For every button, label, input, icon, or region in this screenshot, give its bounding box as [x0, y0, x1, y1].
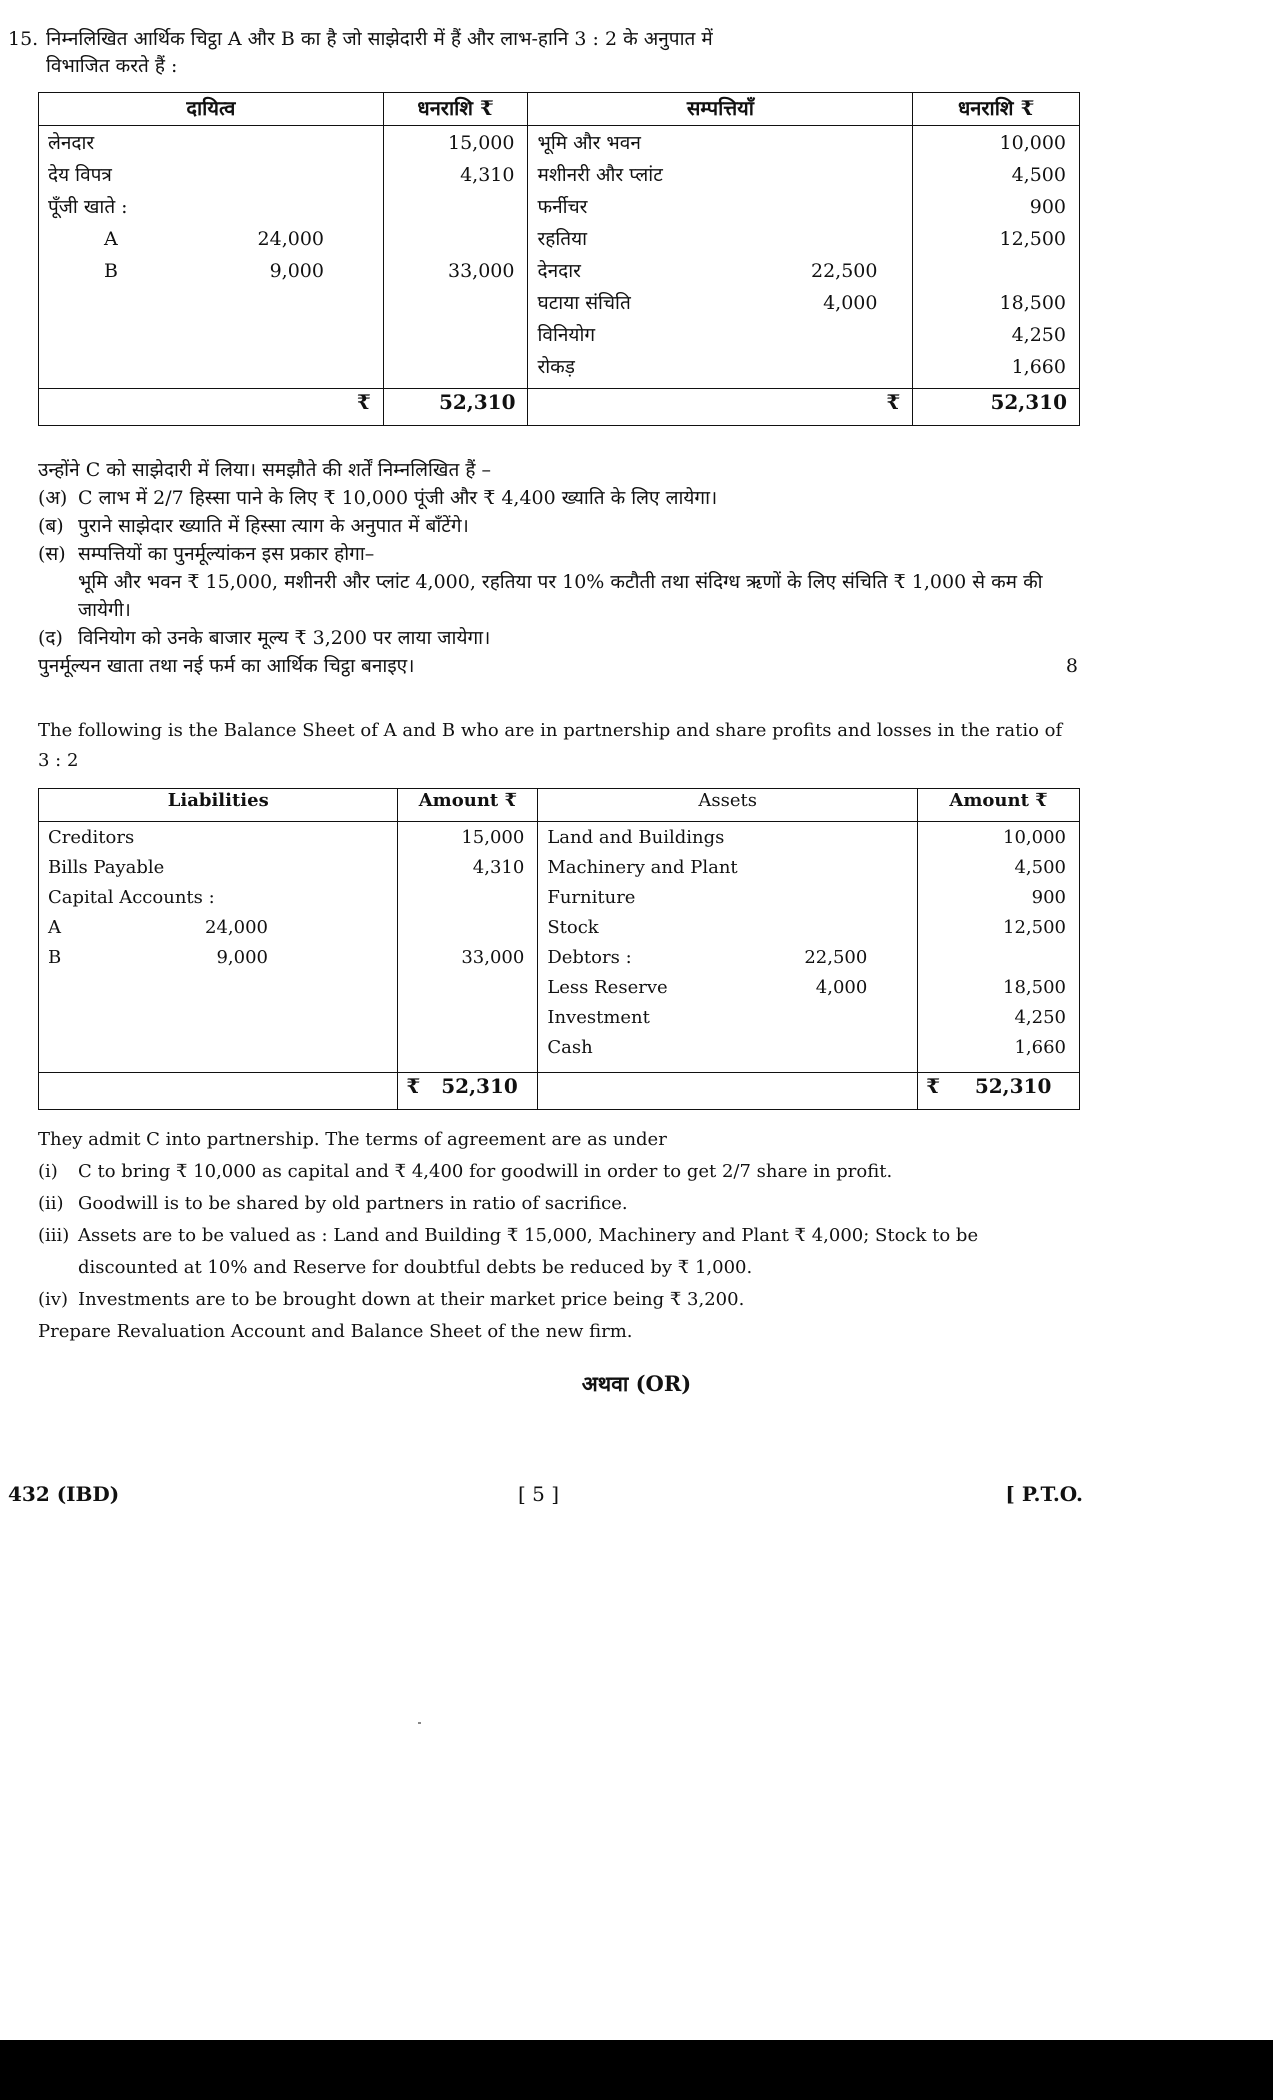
- partner-label: A: [104, 228, 118, 250]
- assets-column: [539, 823, 916, 1063]
- amount-cell: 4,500: [1011, 164, 1066, 186]
- term-mark: (स): [38, 543, 66, 565]
- pto-note: [ P.T.O.: [1005, 1482, 1083, 1506]
- header-liabilities: दायित्व: [39, 93, 384, 126]
- total-amount: 52,310: [974, 1074, 1052, 1098]
- liability-label: देय विपत्र: [48, 164, 112, 186]
- term-item: [38, 1220, 1078, 1284]
- amount-cell: 15,000: [461, 827, 525, 848]
- amount-cell: [399, 913, 536, 943]
- liability-label: लेनदार: [48, 132, 95, 154]
- asset-row: [539, 823, 916, 853]
- asset-row: [539, 1033, 916, 1063]
- asset-label: Land and Buildings: [547, 827, 725, 848]
- term-mark: (i): [38, 1161, 58, 1182]
- asset-sub-amount: 4,000: [823, 292, 878, 314]
- header-amount: धनराशि ₹: [913, 93, 1080, 126]
- amount-cell: 33,000: [461, 947, 525, 968]
- asset-label: देनदार: [537, 260, 581, 282]
- amount-cell: 12,500: [999, 228, 1066, 250]
- term-mark: (iv): [38, 1289, 68, 1310]
- asset-label: Cash: [547, 1037, 593, 1058]
- liability-label: पूँजी खाते :: [48, 196, 128, 218]
- paper-code: 432 (IBD): [8, 1482, 120, 1506]
- asset-row: [529, 159, 911, 191]
- partner-capital: 9,000: [216, 947, 268, 968]
- term-item: [38, 1188, 1078, 1220]
- term-item: [38, 512, 1078, 540]
- asset-row: [539, 1003, 916, 1033]
- partner-label: A: [48, 917, 61, 938]
- term-text: Goodwill is to be shared by old partners in ratio of sacrifice.: [78, 1193, 628, 1214]
- table-header-row: [39, 93, 1080, 126]
- term-text: C to bring ₹ 10,000 as capital and ₹ 4,400 for goodwill in order to get 2/7 share in profit.: [78, 1161, 893, 1182]
- terms-closing: पुनर्मूल्यन खाता तथा नई फर्म का आर्थिक चिट्ठा बनाइए।: [38, 655, 415, 677]
- balance-sheet-hindi: [38, 92, 1080, 426]
- amount-cell: [919, 943, 1078, 973]
- asset-label: भूमि और भवन: [537, 132, 641, 154]
- terms-english: [38, 1124, 1078, 1348]
- asset-sub-amount: 22,500: [804, 947, 868, 968]
- asset-label: Machinery and Plant: [547, 857, 738, 878]
- asset-row: [529, 191, 911, 223]
- header-amount: Amount ₹: [918, 789, 1080, 822]
- asset-row: [529, 223, 911, 255]
- term-item: [38, 1284, 1078, 1316]
- amount-cell: 10,000: [999, 132, 1066, 154]
- english-intro-text: The following is the Balance Sheet of A and B who are in partnership and share profits and losses in the ratio of 3 : 2: [38, 720, 1063, 771]
- amount-cell: 4,250: [1011, 324, 1066, 346]
- total-symbol: ₹: [39, 389, 384, 426]
- marks: 8: [1065, 655, 1078, 677]
- term-text: सम्पत्तियों का पुनर्मूल्यांकन इस प्रकार होगा–: [78, 543, 375, 565]
- asset-label: मशीनरी और प्लांट: [537, 164, 663, 186]
- header-amount: Amount ₹: [398, 789, 538, 822]
- intro-line-2: विभाजित करते हैं :: [46, 55, 178, 77]
- term-mark: [38, 568, 78, 624]
- amount-cell: 1,660: [1011, 356, 1066, 378]
- amount-cell: 15,000: [448, 132, 515, 154]
- liability-label: Bills Payable: [48, 857, 165, 878]
- amount-cell: [385, 223, 527, 255]
- terms-closing: Prepare Revaluation Account and Balance Sheet of the new firm.: [38, 1321, 633, 1342]
- term-text: Assets are to be valued as : Land and Building ₹ 15,000, Machinery and Plant ₹ 4,000; Stock to be discounted at 10% and Reserve for doubtful debts be reduced by ₹ 1,000.: [78, 1225, 979, 1278]
- total-amount: 52,310: [441, 1074, 518, 1098]
- total-symbol: ₹: [528, 389, 913, 426]
- term-text: भूमि और भवन ₹ 15,000, मशीनरी और प्लांट 4,000, रहतिया पर 10% कटौती तथा संदिग्ध ऋणों के लिए संचिति ₹ 1,000 से कम की जायेगी।: [78, 571, 1043, 621]
- page-number: [ 5 ]: [518, 1482, 560, 1506]
- amount-cell: 10,000: [1003, 827, 1066, 848]
- intro-line-1: निम्नलिखित आर्थिक चिट्ठा A और B का है जो साझेदारी में हैं और लाभ-हानि 3 : 2 के अनुपात में: [46, 28, 713, 50]
- asset-row: [539, 913, 916, 943]
- assets-amount-column: [919, 823, 1078, 1063]
- asset-row: [539, 943, 916, 973]
- total-amount: 52,310: [383, 389, 528, 426]
- term-mark: (ब): [38, 515, 64, 537]
- asset-label: फर्नीचर: [537, 196, 588, 218]
- amount-cell: [914, 255, 1078, 287]
- asset-label: Furniture: [547, 887, 636, 908]
- partner-label: B: [104, 260, 118, 282]
- term-mark: (iii): [38, 1225, 70, 1246]
- total-cell: [398, 1073, 538, 1110]
- question-number: 15.: [8, 28, 39, 50]
- header-assets: सम्पत्तियाँ: [528, 93, 913, 126]
- liabilities-amount-column: [399, 823, 536, 973]
- asset-sub-amount: 22,500: [811, 260, 878, 282]
- term-item: [38, 484, 1078, 512]
- amount-cell: 12,500: [1003, 917, 1066, 938]
- amount-cell: 4,250: [1014, 1007, 1066, 1028]
- total-row: [39, 389, 1080, 426]
- asset-row: [529, 351, 911, 383]
- amount-cell: 18,500: [1003, 977, 1066, 998]
- total-blank: [538, 1073, 918, 1110]
- asset-label: रहतिया: [537, 228, 588, 250]
- asset-label: विनियोग: [537, 324, 596, 346]
- asset-label: Stock: [547, 917, 599, 938]
- terms-hindi: [38, 456, 1078, 680]
- table-header-row: [39, 789, 1080, 822]
- scan-border-bar: [0, 2040, 1273, 2100]
- asset-label: Less Reserve: [547, 977, 668, 998]
- amount-cell: 4,310: [460, 164, 515, 186]
- partner-capital: 9,000: [269, 260, 324, 282]
- term-item: [38, 540, 1078, 568]
- asset-row: [529, 319, 911, 351]
- amount-cell: [385, 191, 527, 223]
- asset-label: रोकड़: [537, 356, 575, 378]
- total-cell: [918, 1073, 1080, 1110]
- amount-cell: 900: [1031, 887, 1066, 908]
- partner-label: B: [48, 947, 62, 968]
- scan-speck: [418, 1722, 421, 1724]
- partner-capital: 24,000: [257, 228, 324, 250]
- term-item: [38, 1156, 1078, 1188]
- term-text: विनियोग को उनके बाजार मूल्य ₹ 3,200 पर लाया जायेगा।: [78, 627, 491, 649]
- asset-row: [539, 853, 916, 883]
- amount-cell: 4,310: [472, 857, 525, 878]
- table-body-row: [39, 126, 1080, 389]
- partner-capital: 24,000: [205, 917, 268, 938]
- asset-row: [529, 127, 911, 159]
- header-amount: धनराशि ₹: [383, 93, 528, 126]
- header-assets: Assets: [538, 789, 918, 822]
- total-amount: 52,310: [913, 389, 1080, 426]
- term-mark: (अ): [38, 487, 68, 509]
- amount-cell: 900: [1029, 196, 1066, 218]
- table-body-row: [39, 822, 1080, 1073]
- amount-cell: 1,660: [1014, 1037, 1066, 1058]
- term-text: पुराने साझेदार ख्याति में हिस्सा त्याग के अनुपात में बाँटेंगे।: [78, 515, 469, 537]
- asset-row: [539, 883, 916, 913]
- total-symbol: ₹: [406, 1074, 421, 1098]
- term-text: Investments are to be brought down at their market price being ₹ 3,200.: [78, 1289, 745, 1310]
- english-intro: [38, 716, 1078, 776]
- total-row: [39, 1073, 1080, 1110]
- term-mark: (द): [38, 627, 63, 649]
- assets-amount-column: [914, 127, 1078, 383]
- header-liabilities: Liabilities: [39, 789, 398, 822]
- amount-cell: [399, 883, 536, 913]
- asset-label: घटाया संचिति: [537, 292, 631, 314]
- term-text: C लाभ में 2/7 हिस्सा पाने के लिए ₹ 10,000 पूंजी और ₹ 4,400 ख्याति के लिए लायेगा।: [78, 487, 718, 509]
- or-divider: अथवा (OR): [581, 1371, 692, 1396]
- term-item: [38, 568, 1078, 624]
- balance-sheet-english: [38, 788, 1080, 1110]
- term-item: [38, 624, 1078, 652]
- terms-lead: They admit C into partnership. The terms of agreement are as under: [38, 1129, 667, 1150]
- liabilities-column: [40, 127, 382, 287]
- terms-lead: उन्होंने C को साझेदारी में लिया। समझौते की शर्तें निम्नलिखित हैं –: [38, 459, 491, 481]
- liabilities-column: [40, 823, 396, 973]
- asset-row: [539, 973, 916, 1003]
- amount-cell: 4,500: [1014, 857, 1066, 878]
- total-blank: [39, 1073, 398, 1110]
- assets-column: [529, 127, 911, 383]
- liability-label: Creditors: [48, 827, 135, 848]
- amount-cell: 18,500: [999, 292, 1066, 314]
- asset-label: Debtors :: [547, 947, 632, 968]
- term-mark: (ii): [38, 1193, 64, 1214]
- asset-label: Investment: [547, 1007, 650, 1028]
- asset-row: [529, 287, 911, 319]
- asset-sub-amount: 4,000: [815, 977, 868, 998]
- liability-label: Capital Accounts :: [48, 887, 215, 908]
- question-intro-hindi: [8, 26, 1068, 80]
- asset-row: [529, 255, 911, 287]
- amount-cell: 33,000: [448, 260, 515, 282]
- total-symbol: ₹: [926, 1074, 941, 1098]
- liabilities-amount-column: [385, 127, 527, 287]
